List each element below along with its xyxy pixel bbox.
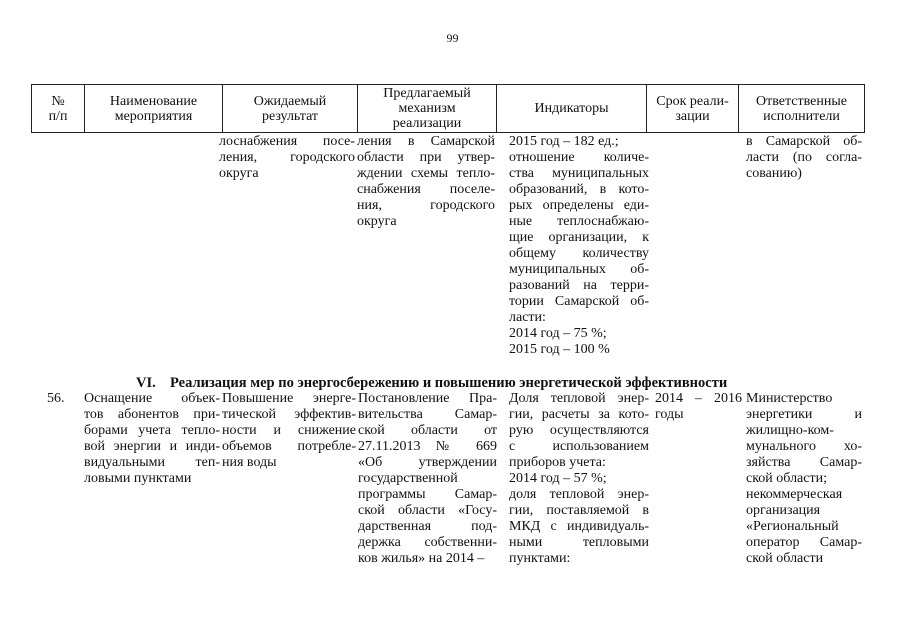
text-line: Индикаторы [534, 101, 609, 116]
text-line: Доля тепловой энер- [509, 391, 649, 406]
text-line: ской области от [358, 423, 497, 438]
text-line: № [51, 93, 65, 109]
text-line: ния воды [222, 455, 277, 470]
text-line: ской области «Госу- [358, 503, 497, 518]
section-text: Реализация мер по энергосбережению и повышению энергетической эффективности [170, 375, 728, 391]
text-line: в Самарской об- [746, 134, 862, 149]
text-line: Предлагаемый [383, 86, 471, 101]
text-line: Министерство [746, 391, 833, 406]
text-line: годы [655, 407, 684, 422]
text-line: ской области; [746, 471, 827, 486]
text-line: округа [357, 214, 397, 229]
text-line: ласти (по согла- [746, 150, 862, 165]
row56-number: 56. [47, 391, 65, 406]
text-line: МКД с индивидуаль- [509, 519, 649, 534]
text-line: ласти: [509, 310, 546, 325]
text-line: рых определены еди- [509, 198, 649, 213]
text-line: тории Самарской об- [509, 294, 649, 309]
text-line: Оснащение объек- [84, 391, 220, 406]
text-line: области при утвер- [357, 150, 495, 165]
text-line: жилищно-ком- [746, 423, 834, 438]
row56-mechanism [358, 391, 497, 567]
text-line: результат [261, 108, 319, 124]
text-line: 2014 год – 75 %; [509, 326, 607, 341]
text-line: приборов учета: [509, 455, 606, 470]
row56-responsible [746, 391, 862, 567]
header-mechanism [358, 85, 497, 133]
text-line: реализации [392, 116, 462, 131]
header-responsible [739, 85, 865, 133]
text-line: ные теплоснабжаю- [509, 214, 649, 229]
text-line: «Об утверждении [358, 455, 497, 470]
text-line: с использованием [509, 439, 649, 454]
header-result [223, 85, 358, 133]
text-line: ления в Самарской [357, 134, 495, 149]
cont-mechanism [357, 134, 495, 230]
text-line: механизм [398, 101, 456, 116]
text-line: гии, поставляемой в [509, 503, 649, 518]
table-header [31, 84, 865, 133]
text-line: сованию) [746, 166, 802, 181]
text-line: ными тепловыми [509, 535, 649, 550]
text-line: ждении схемы тепло- [357, 166, 495, 181]
cont-indicators [509, 134, 649, 358]
text-line: ков жилья» на 2014 – [358, 551, 485, 566]
text-line: мунального хо- [746, 439, 862, 454]
text-line: ства муниципальных [509, 166, 649, 181]
text-line: пунктами: [509, 551, 571, 566]
text-line: видуальными теп- [84, 455, 220, 470]
text-line: организация [746, 503, 821, 518]
text-line: программы Самар- [358, 487, 497, 502]
text-line: п/п [48, 108, 68, 124]
text-line: образований, в кото- [509, 182, 649, 197]
text-line: зяйства Самар- [746, 455, 862, 470]
text-line: общему количеству [509, 246, 649, 261]
text-line: дарственная под- [358, 519, 497, 534]
text-line: ния, городского [357, 198, 495, 213]
text-line: объемов потребле- [222, 439, 356, 454]
text-line: ности и снижение [222, 423, 356, 438]
text-line: доля тепловой энер- [509, 487, 649, 502]
cont-result [219, 134, 355, 182]
text-line: 2014 – 2016 [655, 391, 742, 406]
text-line: энергетики и [746, 407, 862, 422]
text-line: 2015 год – 182 ед.; [509, 134, 619, 149]
header-deadline [647, 85, 739, 133]
row56-indicators [509, 391, 649, 567]
text-line: отношение количе- [509, 150, 649, 165]
text-line: ловыми пунктами [84, 471, 192, 486]
text-line: Срок реали- [656, 93, 729, 109]
page-number: 99 [446, 31, 459, 45]
text-line: Повышение энерге- [222, 391, 356, 406]
text-line: лоснабжения посе- [219, 134, 355, 149]
text-line: снабжения поселе- [357, 182, 495, 197]
text-line: гии, расчеты за кото- [509, 407, 649, 422]
text-line: щие организации, к [509, 230, 649, 245]
text-line: борами учета тепло- [84, 423, 220, 438]
header-indicators [497, 85, 647, 133]
text-line: исполнители [763, 108, 840, 124]
text-line: 27.11.2013 № 669 [358, 439, 497, 454]
row56-deadline [655, 391, 742, 423]
cont-responsible [746, 134, 862, 182]
text-line: рую осуществляются [509, 423, 649, 438]
text-line: 2015 год – 100 % [509, 342, 610, 357]
text-line: вительства Самар- [358, 407, 497, 422]
text-line: Наименование [109, 93, 198, 109]
text-line: государственной [358, 471, 458, 486]
row56-name [84, 391, 220, 487]
text-line: мероприятия [114, 108, 193, 124]
text-line: зации [675, 108, 710, 124]
text-line: ской области [746, 551, 824, 566]
text-line: округа [219, 166, 259, 181]
text-line: ления, городского [219, 150, 355, 165]
text-line: разований на терри- [509, 278, 649, 293]
text-line: тической эффектив- [222, 407, 356, 422]
text-line: Ответственные [756, 93, 847, 109]
text-line: 2014 год – 57 %; [509, 471, 607, 486]
header-number [32, 85, 85, 133]
text-line: Постановление Пра- [358, 391, 497, 406]
section-title [136, 375, 727, 392]
header-name [85, 85, 223, 133]
text-line: вой энергии и инди- [84, 439, 220, 454]
row56-result [222, 391, 356, 471]
text-line: муниципальных об- [509, 262, 649, 277]
text-line: тов абонентов при- [84, 407, 220, 422]
text-line: «Региональный [746, 519, 839, 534]
text-line: Ожидаемый [253, 93, 327, 109]
text-line: оператор Самар- [746, 535, 862, 550]
section-number: VI. [136, 375, 156, 391]
text-line: держка собственни- [358, 535, 497, 550]
text-line: некоммерческая [746, 487, 843, 502]
